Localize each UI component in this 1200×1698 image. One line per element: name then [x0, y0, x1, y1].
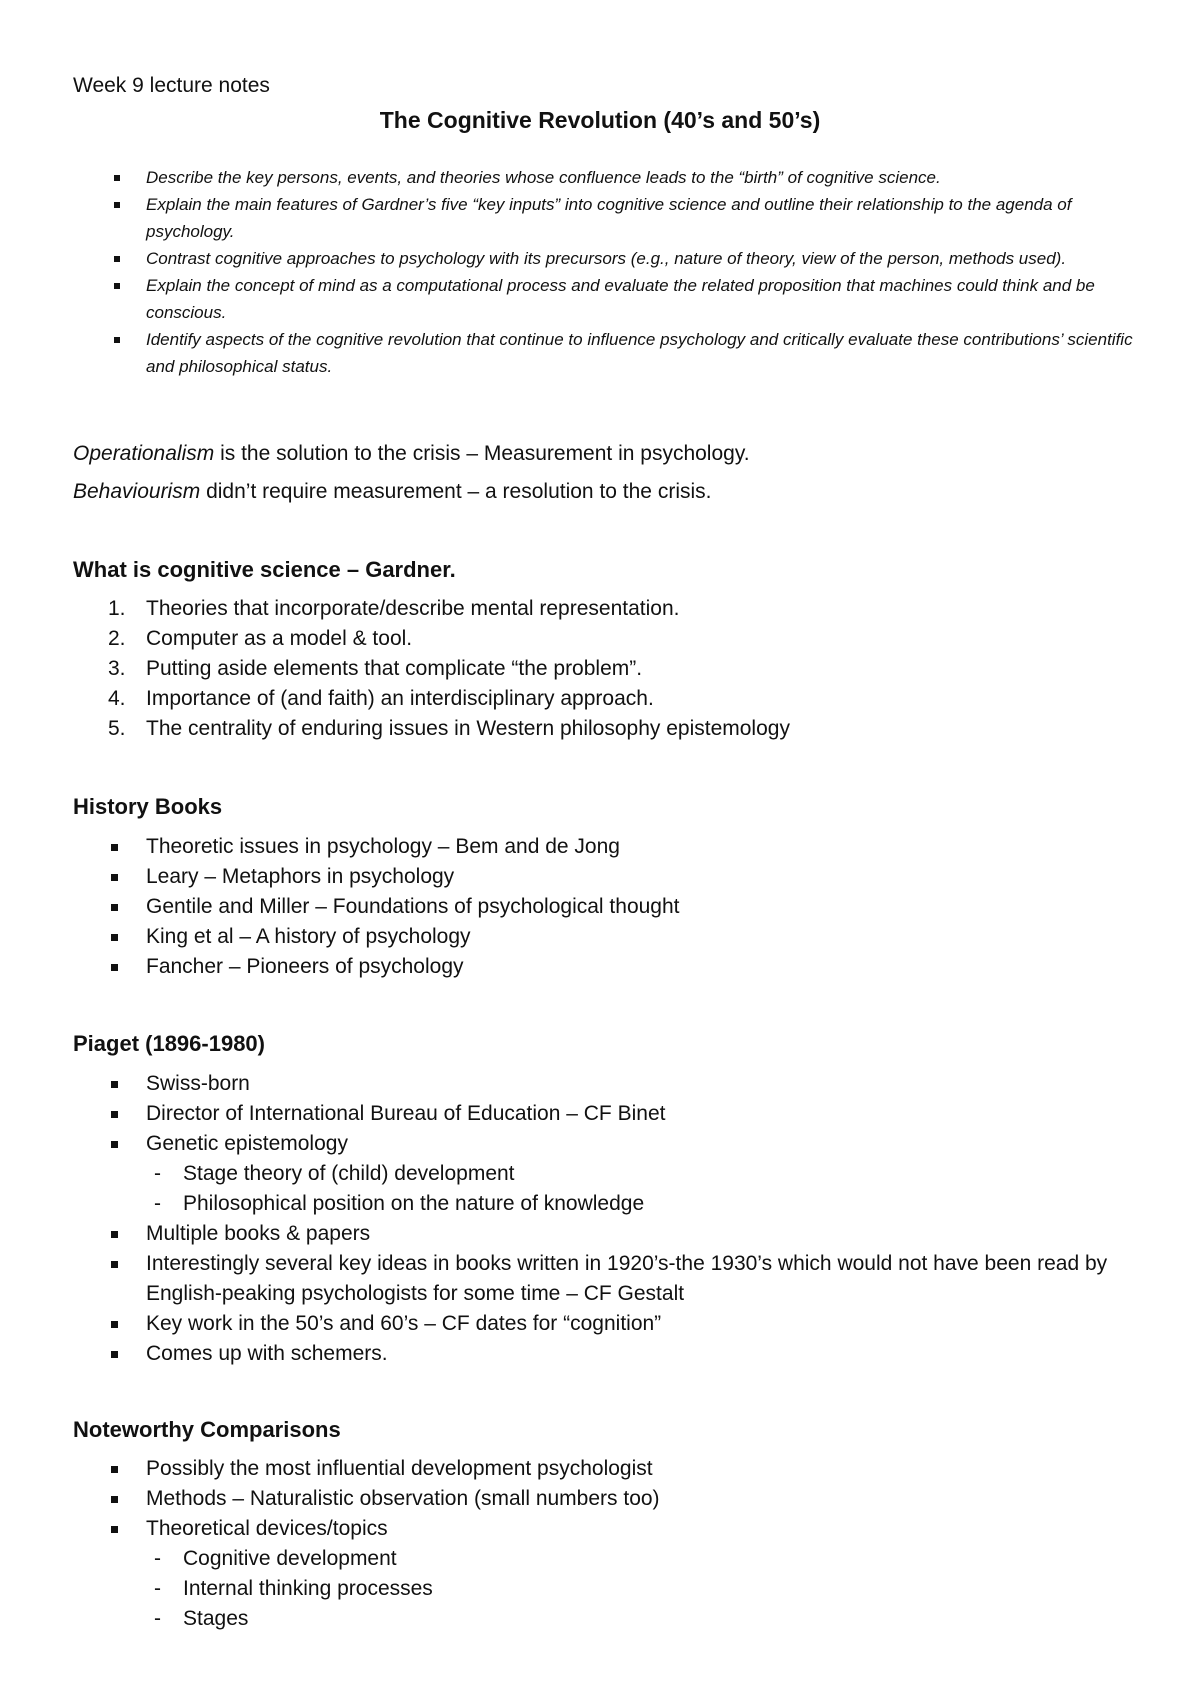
bullet-icon	[114, 175, 120, 181]
list-item: Theoretical devices/topics - Cognitive development - Internal thinking processes - Stages	[73, 1514, 1123, 1634]
list-item: Comes up with schemers.	[73, 1339, 1123, 1369]
sub-list-item: - Stage theory of (child) development	[154, 1162, 515, 1185]
sub-list-item: - Cognitive development	[154, 1547, 397, 1570]
section-heading-history-books: History Books	[73, 794, 223, 819]
history-books-list	[73, 832, 1123, 982]
list-item: King et al – A history of psychology	[73, 922, 1123, 952]
bullet-icon	[111, 1231, 118, 1238]
objective-item: Explain the concept of mind as a computational process and evaluate the related proposition that machines could think and be conscious.	[73, 272, 1133, 326]
list-item: 3. Putting aside elements that complicate “the problem”.	[108, 657, 643, 680]
learning-objectives-list	[73, 164, 1133, 380]
sub-list-item: - Internal thinking processes	[154, 1577, 433, 1600]
list-item: Multiple books & papers	[73, 1219, 1123, 1249]
list-item: Fancher – Pioneers of psychology	[73, 952, 1123, 982]
list-item: Swiss-born	[73, 1069, 1123, 1099]
bullet-icon	[111, 1261, 118, 1268]
list-item: Gentile and Miller – Foundations of psychological thought	[73, 892, 1123, 922]
list-item: 1. Theories that incorporate/describe mental representation.	[108, 597, 680, 620]
genetic-epistemology-sublist	[146, 1159, 1123, 1219]
bullet-icon	[114, 202, 120, 208]
list-item: Interestingly several key ideas in books written in 1920’s-the 1930’s which would not have been read by English-peaking psychologists for some time – CF Gestalt	[73, 1249, 1123, 1309]
bullet-icon	[111, 844, 118, 851]
bullet-icon	[111, 1351, 118, 1358]
objective-item: Explain the main features of Gardner’s five “key inputs” into cognitive science and outline their relationship to the agenda of psychology.	[73, 191, 1133, 245]
section-heading-noteworthy-comparisons: Noteworthy Comparisons	[73, 1417, 341, 1442]
list-item: 2. Computer as a model & tool.	[108, 627, 413, 650]
section-heading-gardner: What is cognitive science – Gardner.	[73, 557, 456, 582]
bullet-icon	[114, 256, 120, 262]
gardner-inputs-list	[73, 594, 1123, 744]
bullet-icon	[111, 934, 118, 941]
term: Operationalism	[73, 442, 215, 465]
bullet-icon	[111, 1141, 118, 1148]
list-item: Genetic epistemology - Stage theory of (child) development - Philosophical position on the nature of knowledge	[73, 1129, 1123, 1219]
list-item: Leary – Metaphors in psychology	[73, 862, 1123, 892]
document-label: Week 9 lecture notes	[73, 74, 270, 97]
objective-item: Describe the key persons, events, and theories whose confluence leads to the “birth” of cognitive science.	[73, 164, 1133, 191]
operationalism-paragraph: Operationalism is the solution to the crisis – Measurement in psychology.	[73, 442, 750, 465]
term: Behaviourism	[73, 480, 201, 503]
list-item: 5. The centrality of enduring issues in Western philosophy epistemology	[108, 717, 790, 740]
list-item: Key work in the 50’s and 60’s – CF dates for “cognition”	[73, 1309, 1123, 1339]
bullet-icon	[111, 1081, 118, 1088]
theoretical-topics-sublist	[146, 1544, 1123, 1634]
bullet-icon	[111, 1526, 118, 1533]
list-item: Theoretic issues in psychology – Bem and de Jong	[73, 832, 1123, 862]
sub-list-item: - Stages	[154, 1607, 249, 1630]
list-item: 4. Importance of (and faith) an interdisciplinary approach.	[108, 687, 654, 710]
objective-item: Identify aspects of the cognitive revolution that continue to influence psychology and critically evaluate these contributions’ scientific and philosophical status.	[73, 326, 1133, 380]
page-title: The Cognitive Revolution (40’s and 50’s)	[379, 107, 821, 133]
bullet-icon	[111, 964, 118, 971]
bullet-icon	[111, 1466, 118, 1473]
bullet-icon	[111, 1111, 118, 1118]
bullet-icon	[111, 1321, 118, 1328]
bullet-icon	[111, 874, 118, 881]
list-item: Director of International Bureau of Education – CF Binet	[73, 1099, 1123, 1129]
bullet-icon	[114, 337, 120, 343]
list-item: Possibly the most influential development psychologist	[73, 1454, 1123, 1484]
sub-list-item: - Philosophical position on the nature of knowledge	[154, 1192, 645, 1215]
bullet-icon	[114, 283, 120, 289]
bullet-icon	[111, 904, 118, 911]
behaviourism-paragraph: Behaviourism didn’t require measurement – a resolution to the crisis.	[73, 480, 712, 503]
section-heading-piaget: Piaget (1896-1980)	[73, 1031, 265, 1056]
list-item: Methods – Naturalistic observation (small numbers too)	[73, 1484, 1123, 1514]
bullet-icon	[111, 1496, 118, 1503]
objective-item: Contrast cognitive approaches to psychology with its precursors (e.g., nature of theory, view of the person, methods used).	[73, 245, 1133, 272]
comparisons-list	[73, 1454, 1123, 1634]
piaget-list	[73, 1069, 1123, 1369]
